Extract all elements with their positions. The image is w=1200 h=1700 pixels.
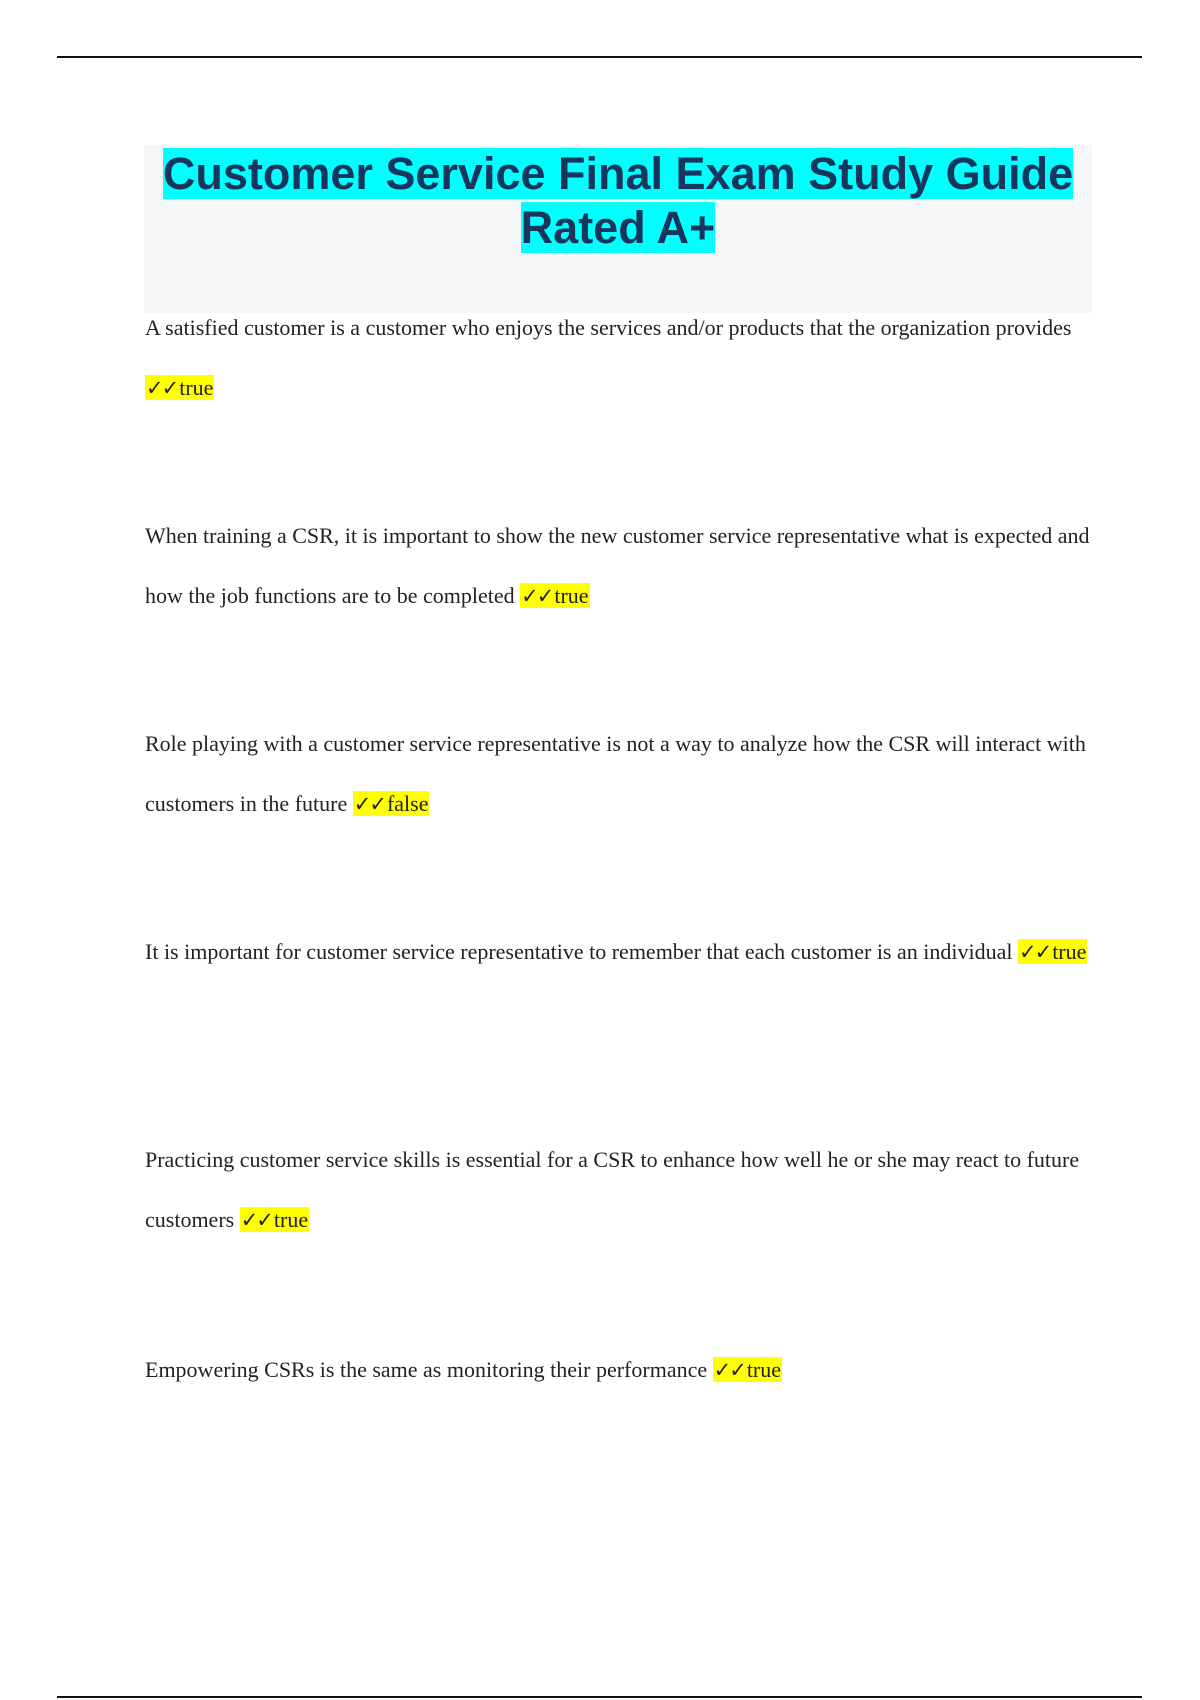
answer-text: true xyxy=(554,583,589,608)
title-block xyxy=(144,145,1092,313)
qa-item-2 xyxy=(145,506,1095,626)
double-check-icon: ✓✓ xyxy=(146,376,178,400)
answer-highlight xyxy=(713,1357,782,1382)
question-text: When training a CSR, it is important to show the new customer service representative what is expected and how the job functions are to be completed xyxy=(145,523,1090,608)
header-rule xyxy=(57,56,1142,58)
qa-item-3 xyxy=(145,714,1095,834)
double-check-icon: ✓✓ xyxy=(521,584,553,608)
answer-text: true xyxy=(1052,939,1087,964)
question-text: Practicing customer service skills is essential for a CSR to enhance how well he or she may react to future customers xyxy=(145,1147,1080,1232)
answer-text: true xyxy=(273,1207,309,1232)
answer-text: true xyxy=(179,375,214,400)
answer-highlight xyxy=(520,583,589,608)
double-check-icon: ✓✓ xyxy=(353,792,385,816)
question-text: A satisfied customer is a customer who enjoys the services and/or products that the organization provides xyxy=(145,315,1072,340)
double-check-icon: ✓✓ xyxy=(1018,940,1051,964)
qa-item-6 xyxy=(145,1340,1095,1400)
question-text: Empowering CSRs is the same as monitoring their performance xyxy=(145,1357,708,1382)
double-check-icon: ✓✓ xyxy=(713,1358,745,1382)
answer-highlight xyxy=(240,1207,309,1232)
footer-rule xyxy=(57,1696,1142,1698)
question-text: It is important for customer service representative to remember that each customer is an individual xyxy=(145,939,1013,964)
qa-item-4 xyxy=(145,922,1095,982)
qa-item-5 xyxy=(145,1130,1095,1250)
page-title: Customer Service Final Exam Study Guide Rated A+ xyxy=(162,148,1074,253)
answer-text: false xyxy=(386,791,429,816)
double-check-icon: ✓✓ xyxy=(240,1208,272,1232)
answer-highlight xyxy=(353,791,430,816)
answer-highlight xyxy=(145,375,214,400)
answer-highlight xyxy=(1018,939,1087,964)
question-text: Role playing with a customer service representative is not a way to analyze how the CSR will interact with customers in the future xyxy=(145,731,1086,816)
qa-item-1 xyxy=(145,298,1095,418)
answer-text: true xyxy=(746,1357,782,1382)
